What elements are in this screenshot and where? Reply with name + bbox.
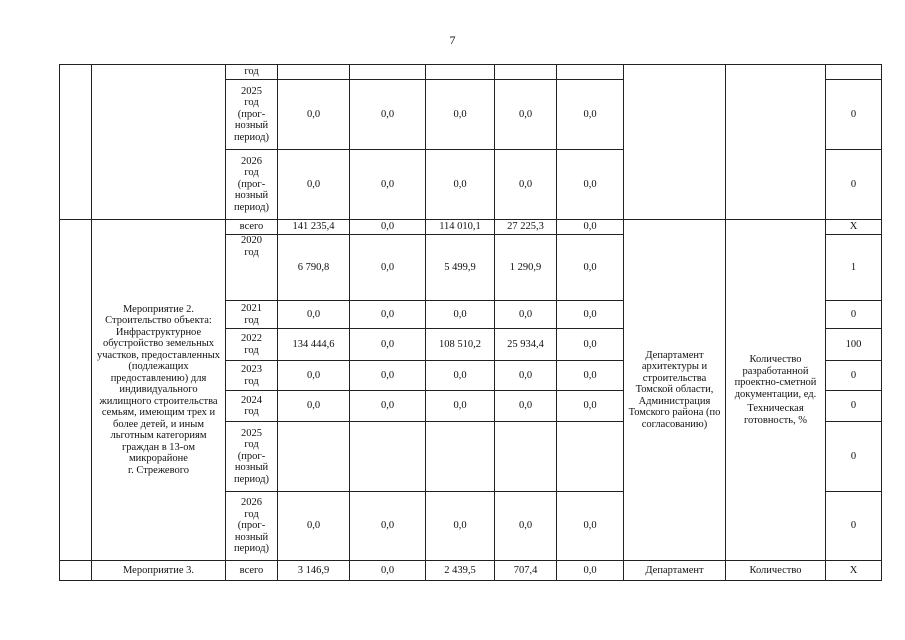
value-cell: 0,0: [557, 301, 624, 329]
value-cell: 0,0: [495, 150, 557, 220]
value-cell: 0,0: [557, 361, 624, 391]
value-cell: 0,0: [278, 301, 350, 329]
value-cell: 0,0: [557, 391, 624, 422]
value-cell: 0,0: [278, 492, 350, 561]
measure-name-cell: Мероприятие 3.: [92, 561, 226, 581]
value-cell: 0,0: [495, 391, 557, 422]
value-cell: 0,0: [495, 361, 557, 391]
value-cell: 5 499,9: [426, 235, 495, 301]
value-cell: [557, 65, 624, 80]
target-cell: 0: [826, 391, 882, 422]
value-cell: 0,0: [495, 492, 557, 561]
value-cell: 25 934,4: [495, 329, 557, 361]
value-cell: 0,0: [557, 150, 624, 220]
value-cell: 141 235,4: [278, 220, 350, 235]
table-row: [60, 561, 882, 581]
year-cell: 2022 год: [226, 329, 278, 361]
index-cell: [60, 65, 92, 220]
value-cell: [350, 422, 426, 492]
value-cell: 0,0: [426, 301, 495, 329]
indicator-cell: [726, 65, 826, 220]
value-cell: 0,0: [350, 561, 426, 581]
year-cell: всего: [226, 220, 278, 235]
year-cell: год: [226, 65, 278, 80]
value-cell: 707,4: [495, 561, 557, 581]
value-cell: 0,0: [557, 561, 624, 581]
year-cell: 2024 год: [226, 391, 278, 422]
target-cell: Х: [826, 220, 882, 235]
year-cell: 2026 год (прог- нозный период): [226, 492, 278, 561]
year-cell: 2026 год (прог- нозный период): [226, 150, 278, 220]
department-cell: [624, 65, 726, 220]
value-cell: 0,0: [350, 220, 426, 235]
year-cell: 2023 год: [226, 361, 278, 391]
indicator-cell: Количество: [726, 561, 826, 581]
value-cell: 0,0: [278, 150, 350, 220]
target-cell: 100: [826, 329, 882, 361]
table-row: [60, 65, 882, 80]
page-number: 7: [449, 33, 456, 47]
value-cell: 0,0: [495, 80, 557, 150]
year-cell: 2020 год: [226, 235, 278, 301]
year-cell: всего: [226, 561, 278, 581]
index-cell: [60, 561, 92, 581]
value-cell: [350, 65, 426, 80]
value-cell: 0,0: [426, 150, 495, 220]
value-cell: 0,0: [278, 391, 350, 422]
value-cell: 0,0: [350, 329, 426, 361]
value-cell: 1 290,9: [495, 235, 557, 301]
value-cell: [557, 422, 624, 492]
target-cell: Х: [826, 561, 882, 581]
value-cell: 0,0: [350, 361, 426, 391]
value-cell: 0,0: [557, 329, 624, 361]
value-cell: 0,0: [350, 235, 426, 301]
value-cell: 134 444,6: [278, 329, 350, 361]
value-cell: 27 225,3: [495, 220, 557, 235]
value-cell: 0,0: [426, 361, 495, 391]
value-cell: 0,0: [426, 391, 495, 422]
value-cell: [278, 422, 350, 492]
value-cell: 0,0: [557, 220, 624, 235]
value-cell: 0,0: [350, 391, 426, 422]
value-cell: 114 010,1: [426, 220, 495, 235]
value-cell: [495, 422, 557, 492]
value-cell: 0,0: [350, 492, 426, 561]
value-cell: 0,0: [350, 150, 426, 220]
value-cell: 0,0: [495, 301, 557, 329]
value-cell: 0,0: [278, 361, 350, 391]
target-cell: 0: [826, 150, 882, 220]
indicator-documentation: Количество разработанной проектно-сметной документации, ед.: [734, 354, 817, 400]
value-cell: 108 510,2: [426, 329, 495, 361]
year-cell: 2025 год (прог- нозный период): [226, 422, 278, 492]
department-cell: Департамент: [624, 561, 726, 581]
value-cell: 2 439,5: [426, 561, 495, 581]
value-cell: [495, 65, 557, 80]
target-cell: 0: [826, 361, 882, 391]
measure-name-cell: Мероприятие 2. Строительство объекта: Инфраструктурное обустройство земельных участков, предоставленных (подлежащих предоставлению) для индивидуального жилищного строительства семьям, имеющим трех и более детей, и иным льготным категориям граждан в 13-ом микрорайоне г. Стрежевого: [92, 220, 226, 561]
target-cell: 0: [826, 422, 882, 492]
program-table: [59, 64, 882, 581]
value-cell: 6 790,8: [278, 235, 350, 301]
value-cell: 3 146,9: [278, 561, 350, 581]
value-cell: [426, 422, 495, 492]
department-cell: Департамент архитектуры и строительства Томской области, Администрация Томского района (по согласованию): [624, 220, 726, 561]
value-cell: 0,0: [426, 492, 495, 561]
measure-name-cell: [92, 65, 226, 220]
indicator-readiness: Техническая готовность, %: [744, 403, 807, 426]
indicator-cell: [726, 220, 826, 561]
value-cell: 0,0: [557, 492, 624, 561]
table-row: [60, 220, 882, 235]
year-cell: 2025 год (прог- нозный период): [226, 80, 278, 150]
value-cell: [426, 65, 495, 80]
target-cell: 0: [826, 80, 882, 150]
index-cell: [60, 220, 92, 561]
value-cell: [278, 65, 350, 80]
year-cell: 2021 год: [226, 301, 278, 329]
target-cell: 0: [826, 301, 882, 329]
value-cell: 0,0: [426, 80, 495, 150]
value-cell: 0,0: [557, 80, 624, 150]
value-cell: 0,0: [350, 301, 426, 329]
value-cell: 0,0: [278, 80, 350, 150]
value-cell: 0,0: [350, 80, 426, 150]
target-cell: 1: [826, 235, 882, 301]
target-cell: 0: [826, 492, 882, 561]
value-cell: 0,0: [557, 235, 624, 301]
target-cell: [826, 65, 882, 80]
